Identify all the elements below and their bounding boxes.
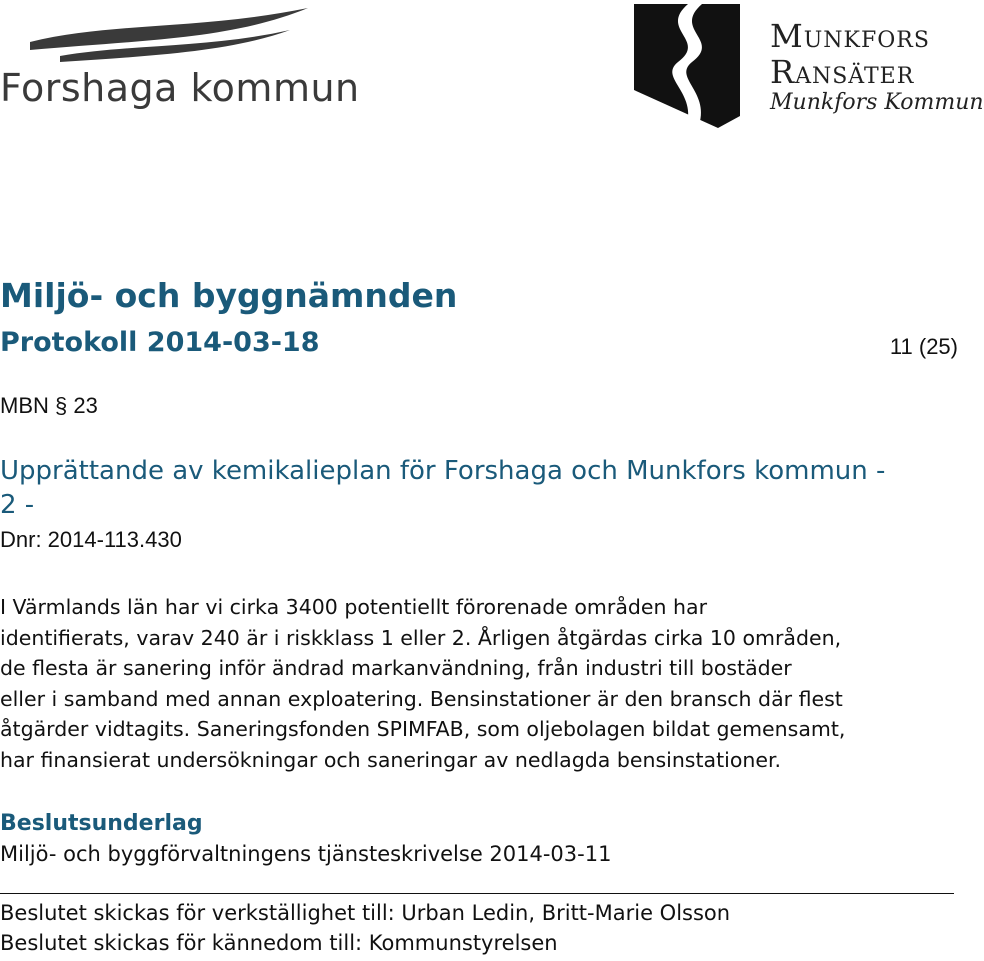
sent-for-information: Beslutet skickas för kännedom till: Kommunstyrelsen bbox=[0, 931, 558, 955]
munkfors-name: Munkfors bbox=[770, 17, 930, 55]
river-emblem-icon bbox=[628, 0, 768, 132]
forshaga-kommun-logo bbox=[0, 0, 360, 120]
sent-for-action: Beslutet skickas för verkställighet till: Urban Ledin, Britt-Marie Olsson bbox=[0, 901, 731, 925]
protocol-date: Protokoll 2014-03-18 bbox=[0, 327, 320, 358]
basis-text: Miljö- och byggförvaltningens tjänsteskrivelse 2014-03-11 bbox=[0, 842, 612, 866]
munkfors-ransater-logo bbox=[628, 0, 984, 132]
basis-heading: Beslutsunderlag bbox=[0, 811, 203, 836]
paragraph-line: åtgärder vidtagits. Saneringsfonden SPIMFAB, som oljebolagen bildat gemensamt, bbox=[0, 717, 846, 741]
munkfors-kommun-subtitle: Munkfors Kommun bbox=[770, 90, 984, 115]
divider-line bbox=[0, 893, 954, 894]
diary-number: Dnr: 2014-113.430 bbox=[0, 527, 182, 552]
paragraph-line: har finansierat undersökningar och saneringar av nedlagda bensinstationer. bbox=[0, 747, 782, 772]
paragraph-line: I Värmlands län har vi cirka 3400 potentiellt förorenade områden har bbox=[0, 595, 708, 619]
body-paragraph bbox=[0, 592, 960, 775]
committee-name: Miljö- och byggnämnden bbox=[0, 276, 458, 315]
forshaga-logo-text: Forshaga kommun bbox=[0, 66, 360, 110]
section-number: MBN § 23 bbox=[0, 393, 98, 418]
page-number: 11 (25) bbox=[889, 334, 958, 359]
paragraph-line: eller i samband med annan exploatering. Bensinstationer är den bransch där flest bbox=[0, 686, 843, 711]
paragraph-line: de flesta är sanering inför ändrad markanvändning, från industri till bostäder bbox=[0, 656, 792, 680]
ransater-name: Ransäter bbox=[770, 53, 915, 91]
paragraph-line: identifierats, varav 240 är i riskklass 1 eller 2. Årligen åtgärdas cirka 10 områden, bbox=[0, 625, 842, 650]
forshaga-swoosh-icon bbox=[0, 0, 340, 70]
document-title: Upprättande av kemikalieplan för Forshaga och Munkfors kommun - 2 - bbox=[0, 456, 886, 520]
